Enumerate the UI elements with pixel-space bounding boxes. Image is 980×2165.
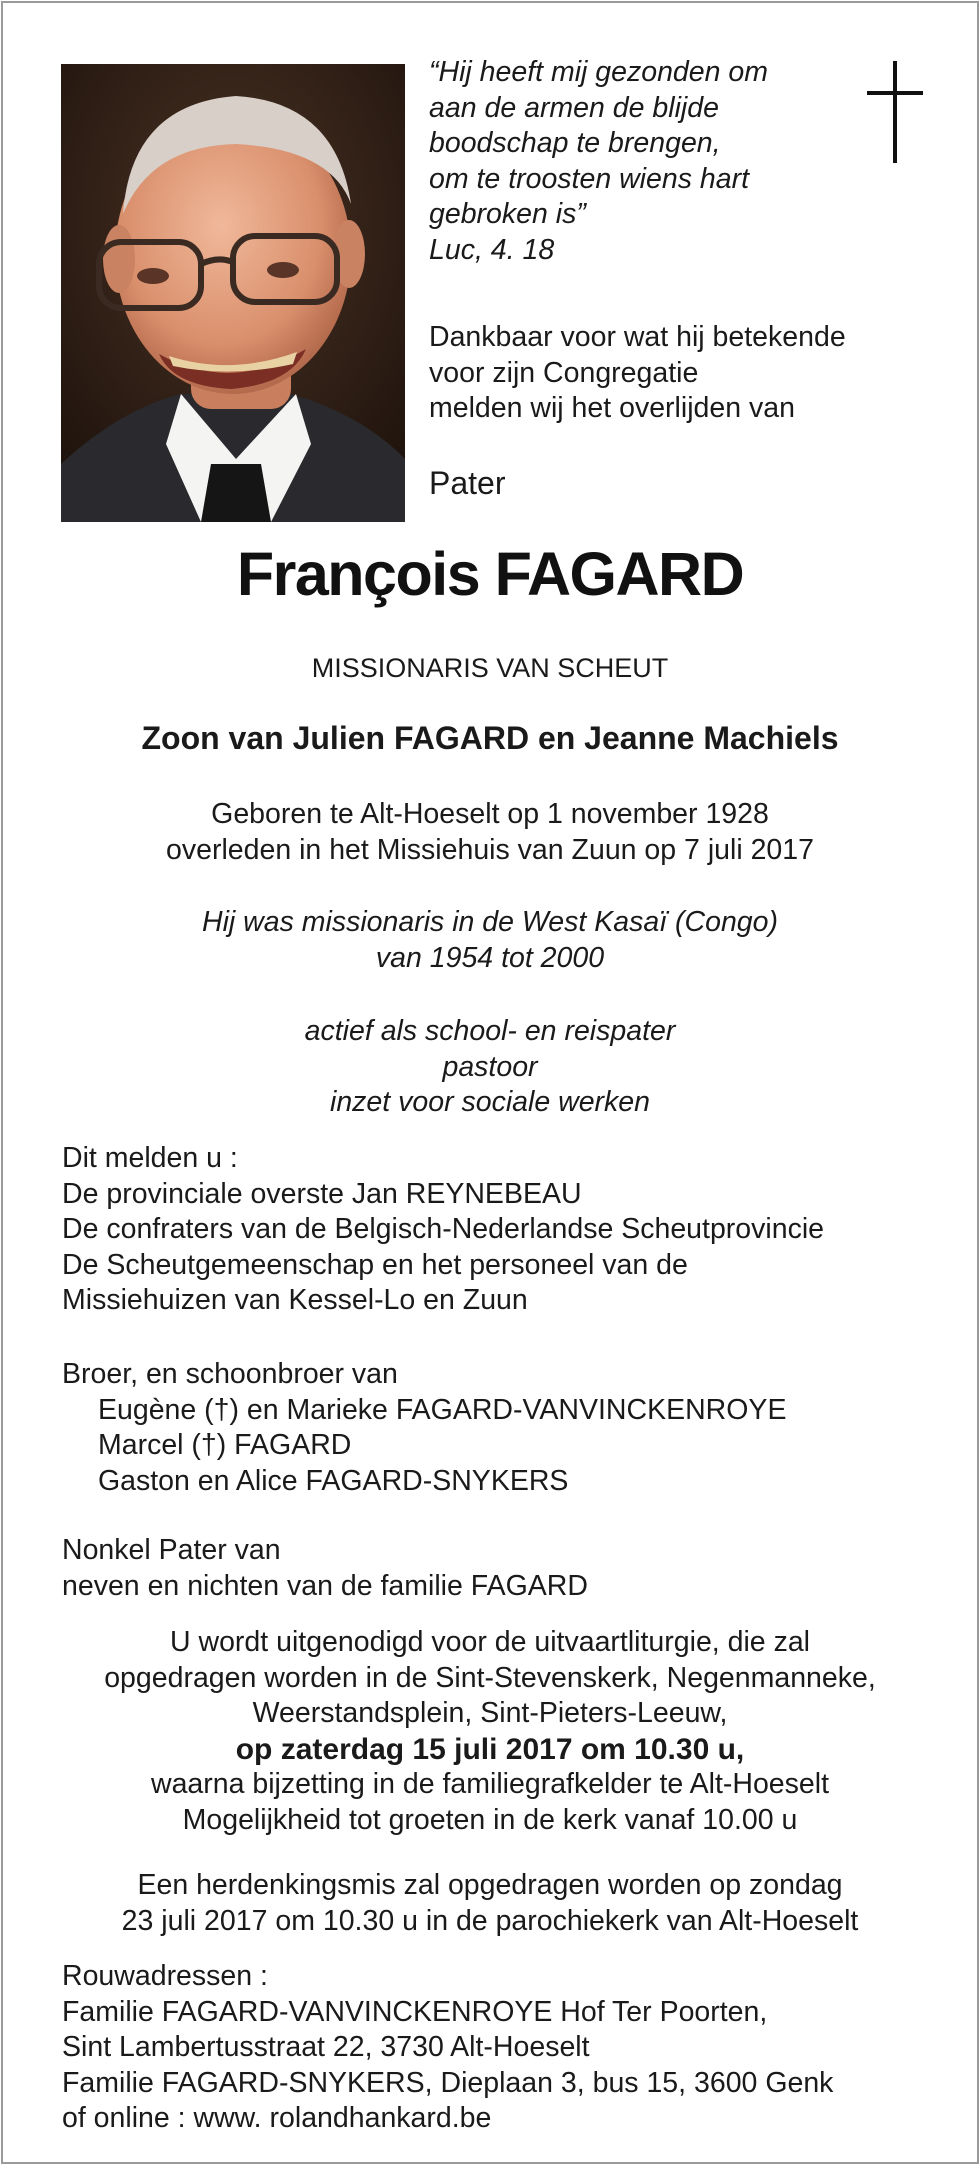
address-line: Familie FAGARD-SNYKERS, Dieplaan 3, bus 15, 3600 Genk: [62, 2066, 834, 2099]
funeral-block: [3, 1625, 977, 1838]
scripture-quote: [429, 55, 849, 268]
uncle-line: Nonkel Pater van: [62, 1534, 281, 1566]
announcer-line: De Scheutgemeenschap en het personeel van de: [62, 1248, 688, 1281]
sibling-line: Gaston en Alice FAGARD-SNYKERS: [98, 1464, 569, 1497]
funeral-line: Mogelijkheid tot groeten in de kerk vanaf 10.00 u: [182, 1803, 798, 1836]
announcers-block: [62, 1141, 824, 1319]
quote-line: aan de armen de blijde: [429, 91, 719, 124]
mission-years: van 1954 tot 2000: [375, 941, 605, 974]
death-line: overleden in het Missiehuis van Zuun op 7 juli 2017: [166, 833, 814, 866]
quote-line: “Hij heeft mij gezonden om: [429, 56, 768, 88]
quote-line: boodschap te brengen,: [429, 127, 721, 159]
addresses-intro: Rouwadressen :: [62, 1960, 268, 1992]
intro-line: voor zijn Congregatie: [429, 356, 699, 389]
funeral-line: opgedragen worden in de Sint-Stevenskerk, Negenmanneke,: [104, 1661, 876, 1694]
mission-line: Hij was missionaris in de West Kasaï (Congo): [201, 906, 778, 938]
mass-line: Een herdenkingsmis zal opgedragen worden op zondag: [137, 1869, 843, 1901]
congregation-subtitle: MISSIONARIS VAN SCHEUT: [311, 653, 669, 683]
quote-line: om te troosten wiens hart: [429, 162, 749, 195]
siblings-intro: Broer, en schoonbroer van: [62, 1358, 398, 1390]
announcer-line: De confraters van de Belgisch-Nederlandse Scheutprovincie: [62, 1213, 824, 1245]
announcement-intro: [429, 320, 949, 427]
memorial-mass-block: [3, 1868, 977, 1939]
birth-line: Geboren te Alt-Hoeselt op 1 november 1928: [211, 798, 769, 830]
activities-block: [3, 1014, 977, 1121]
uncle-line: neven en nichten van de familie FAGARD: [62, 1569, 588, 1602]
addresses-block: [62, 1959, 833, 2137]
cross-icon: [865, 61, 925, 163]
activity-line: pastoor: [442, 1050, 538, 1083]
title-prefix: Pater: [429, 465, 506, 501]
address-line: Familie FAGARD-VANVINCKENROYE Hof Ter Poorten,: [62, 1995, 768, 2028]
uncle-block: [62, 1533, 588, 1604]
sibling-line: Marcel (†) FAGARD: [98, 1429, 352, 1461]
activity-line: inzet voor sociale werken: [330, 1086, 650, 1118]
activity-line: actief als school- en reispater: [304, 1015, 676, 1047]
sibling-line: Eugène (†) en Marieke FAGARD-VANVINCKENROYE: [98, 1393, 787, 1426]
portrait-photo: [61, 64, 405, 522]
obituary-card: [1, 1, 979, 2164]
birth-death-block: [3, 797, 977, 868]
mass-line: 23 juli 2017 om 10.30 u in de parochiekerk van Alt-Hoeselt: [121, 1904, 859, 1937]
address-line: of online : www. rolandhankard.be: [62, 2102, 492, 2134]
quote-line: gebroken is”: [429, 198, 586, 230]
address-line: Sint Lambertusstraat 22, 3730 Alt-Hoeselt: [62, 2031, 590, 2063]
intro-line: melden wij het overlijden van: [429, 392, 795, 424]
funeral-line: Weerstandsplein, Sint-Pieters-Leeuw,: [252, 1697, 728, 1729]
funeral-line: U wordt uitgenodigd voor de uitvaartliturgie, die zal: [169, 1626, 811, 1658]
funeral-line: waarna bijzetting in de familiegrafkelder te Alt-Hoeselt: [150, 1768, 830, 1800]
announcer-line: Missiehuizen van Kessel-Lo en Zuun: [62, 1284, 528, 1316]
mission-block: [3, 905, 977, 976]
deceased-name: François FAGARD: [236, 540, 744, 608]
siblings-block: [62, 1357, 786, 1499]
intro-line: Dankbaar voor wat hij betekende: [429, 321, 846, 353]
announcers-intro: Dit melden u :: [62, 1142, 238, 1174]
funeral-date: op zaterdag 15 juli 2017 om 10.30 u,: [235, 1732, 745, 1766]
parents-line: Zoon van Julien FAGARD en Jeanne Machiels: [141, 720, 839, 756]
portrait-illustration: [61, 64, 405, 522]
announcer-line: De provinciale overste Jan REYNEBEAU: [62, 1177, 582, 1210]
quote-reference: Luc, 4. 18: [429, 233, 555, 266]
